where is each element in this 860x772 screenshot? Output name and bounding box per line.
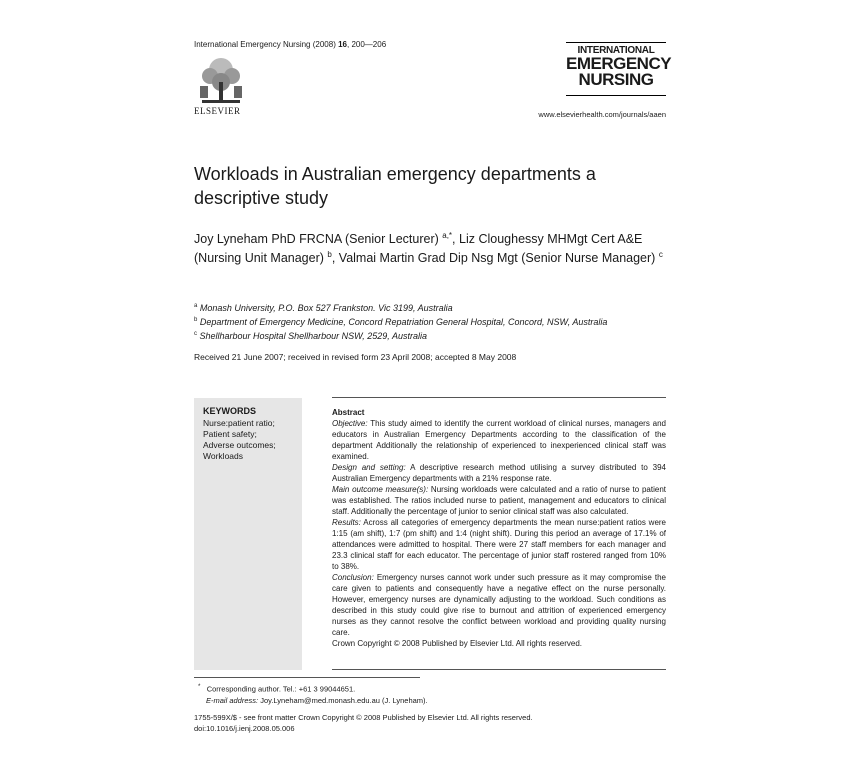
keyword: Workloads	[203, 451, 243, 461]
abstract-top-rule	[332, 397, 666, 398]
abstract-copyright: Crown Copyright © 2008 Published by Elsevier Ltd. All rights reserved.	[332, 639, 583, 648]
keywords-heading: KEYWORDS	[203, 406, 257, 416]
issn-line: 1755-599X/$ - see front matter Crown Copyright © 2008 Published by Elsevier Ltd. All rights reserved.	[194, 713, 533, 722]
article-title: Workloads in Australian emergency departments a descriptive study	[194, 164, 596, 208]
issn-doi	[194, 712, 533, 734]
publisher-name: ELSEVIER	[194, 106, 241, 116]
affiliation: $^c$ Shellharbour Hospital Shellharbour NSW, 2529, Australia	[194, 331, 427, 341]
citation-volume: 16	[338, 40, 347, 49]
affiliations	[194, 300, 674, 342]
abstract	[332, 407, 666, 649]
abstract-outcome: Main outcome measure(s): Nursing workloads were calculated and a ratio of nurse to patient was established. The ratios included nurse to patient, management and educators to clinical staff. Additionally the percentage of junior to senior clinical staff was also calculated.	[332, 485, 666, 516]
abstract-objective: Objective: This study aimed to identify the current workload of clinical nurses, managers and educators in Australian Emergency Departments according to the classification of the department Additionally the relationship of experienced to inexperienced clinical staff was examined.	[332, 419, 666, 461]
abstract-heading: Abstract	[332, 408, 365, 417]
journal-citation: International Emergency Nursing (2008) 16, 200—206	[194, 40, 387, 49]
elsevier-tree-logo	[194, 56, 248, 108]
received-dates: Received 21 June 2007; received in revised form 23 April 2008; accepted 8 May 2008	[194, 352, 517, 362]
abstract-design: Design and setting: A descriptive research method utilising a survey distributed to 394 Australian Emergency departments with a 21% response rate.	[332, 463, 666, 483]
affiliation: $^b$ Department of Emergency Medicine, Concord Repatriation General Hospital, Concord, NSW, Australia	[194, 317, 608, 327]
keywords-list	[203, 418, 276, 462]
doi-line[interactable]: doi:10.1016/j.ienj.2008.05.006	[194, 724, 295, 733]
author-list: Joy Lyneham PhD FRCNA (Senior Lecturer) $^{a,*}$, Liz Cloughessy MHMgt Cert A&E (Nursing Unit Manager) $^b$, Valmai Martin Grad Dip Nsg Mgt (Senior Nurse Manager) $^c$	[194, 231, 663, 266]
email-link[interactable]: Joy.Lyneham@med.monash.edu.au	[260, 695, 380, 705]
keyword: Nurse:patient ratio;	[203, 418, 275, 428]
keyword: Adverse outcomes;	[203, 440, 276, 450]
journal-url[interactable]: www.elsevierhealth.com/journals/aaen	[538, 110, 666, 119]
abstract-bottom-rule	[332, 669, 666, 670]
affiliation: $^a$ Monash University, P.O. Box 527 Frankston. Vic 3199, Australia	[194, 303, 453, 313]
keyword: Patient safety;	[203, 429, 257, 439]
corresponding-footnote: * Corresponding author. Tel.: +61 3 99044651. E-mail address: Joy.Lyneham@med.monash.edu.au (J. Lyneham).	[198, 683, 428, 705]
journal-logo: INTERNATIONAL EMERGENCY NURSING	[566, 42, 666, 100]
footnote-rule	[194, 677, 420, 678]
abstract-conclusion: Conclusion: Emergency nurses cannot work under such pressure as it may compromise the care given to patients and consequently have a negative effect on the nurse personally. However, emergency nurses are dynamically adjusting to the workload. Such conditions as described in this study could give rise to burnout and attrition of experienced emergency nurses as they cannot resolve the conflict between workload and providing quality nursing care.	[332, 573, 666, 637]
abstract-results: Results: Across all categories of emergency departments the mean nurse:patient ratios were 1:15 (am shift), 1:7 (pm shift) and 1:4 (night shift). During this period an average of 17.1% of attendances were admitted to hospital. There were 27 staff members for each manager and 23.3 clinical staff for each educator. The percentage of junior staff rostered ranged from 10% to 38%.	[332, 518, 666, 571]
